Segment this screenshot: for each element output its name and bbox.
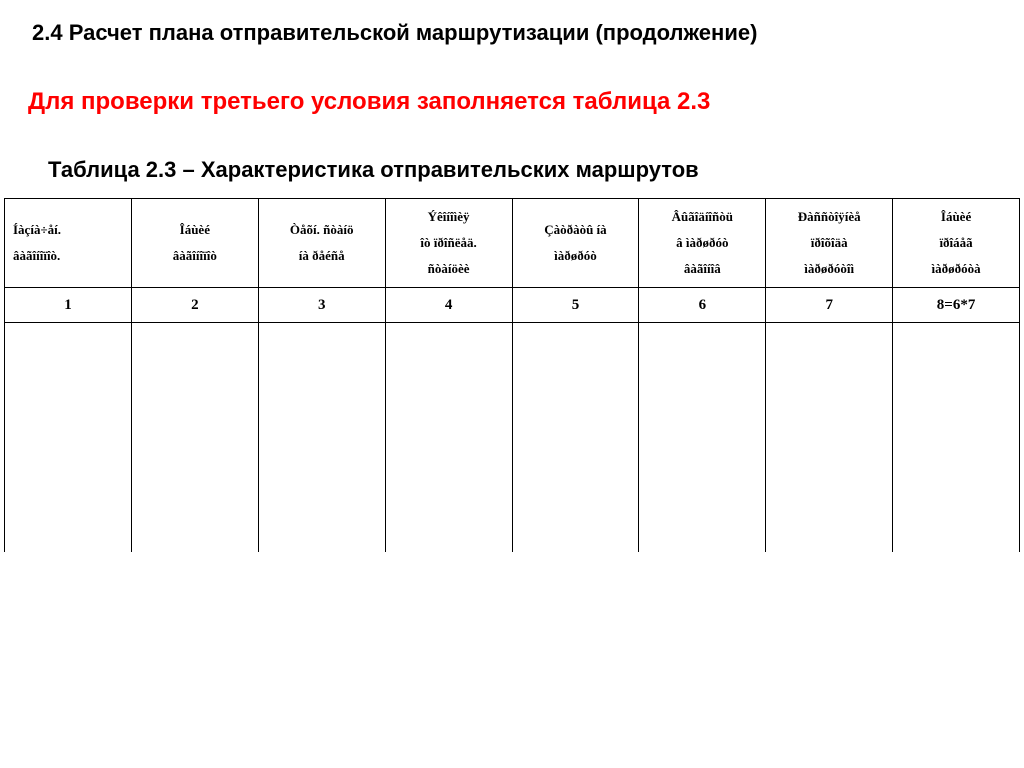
column-number: 3	[258, 288, 385, 323]
empty-cell	[258, 323, 385, 552]
column-number: 6	[639, 288, 766, 323]
column-header: Òåõí. ñòàíö íà ðåéñå	[258, 199, 385, 288]
empty-cell	[131, 323, 258, 552]
column-header: Âûãîäíîñòü â ìàðøðóò âàãîíîâ	[639, 199, 766, 288]
column-header: Ýêîíîìèÿ îò ïðîñëåä. ñòàíöèè	[385, 199, 512, 288]
column-header: Îáùèé ïðîáåã ìàðøðóòà	[893, 199, 1020, 288]
column-number: 7	[766, 288, 893, 323]
table-header-row	[5, 199, 1020, 288]
empty-cell	[5, 323, 132, 552]
column-number: 5	[512, 288, 639, 323]
empty-body-row	[5, 323, 1020, 552]
subtitle: Для проверки третьего условия заполняется таблица 2.3	[28, 88, 711, 115]
empty-cell	[512, 323, 639, 552]
routes-table	[4, 198, 1020, 552]
column-number: 2	[131, 288, 258, 323]
column-number: 1	[5, 288, 132, 323]
section-heading: 2.4 Расчет плана отправительской маршрутизации (продолжение)	[32, 20, 758, 45]
empty-cell	[385, 323, 512, 552]
empty-cell	[766, 323, 893, 552]
column-number-row	[5, 288, 1020, 323]
column-header: Íàçíà÷åí. âàãîíîïîò.	[5, 199, 132, 288]
column-number: 8=6*7	[893, 288, 1020, 323]
empty-cell	[639, 323, 766, 552]
column-header: Îáùèé âàãîíîïîò	[131, 199, 258, 288]
empty-cell	[893, 323, 1020, 552]
column-header: Çàòðàòû íà ìàðøðóò	[512, 199, 639, 288]
table-caption: Таблица 2.3 – Характеристика отправительских маршрутов	[48, 157, 699, 182]
column-number: 4	[385, 288, 512, 323]
column-header: Ðàññòîÿíèå ïðîõîäà ìàðøðóòîì	[766, 199, 893, 288]
